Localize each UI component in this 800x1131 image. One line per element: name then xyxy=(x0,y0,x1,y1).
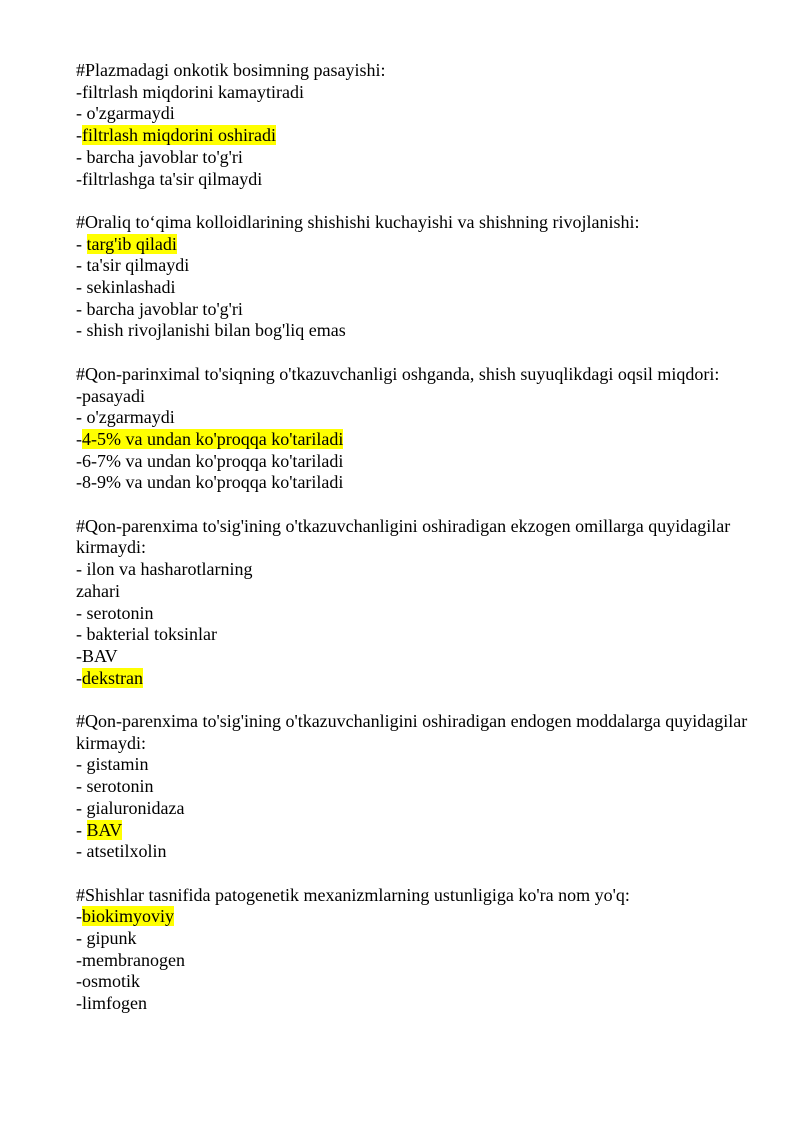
highlighted-answer: BAV xyxy=(86,819,123,840)
option-prefix: - xyxy=(76,385,82,406)
option-text: pasayadi xyxy=(82,385,145,406)
question-text: #Qon-parinximal to'siqning o'tkazuvchanligi oshganda, shish suyuqlikdagi oqsil miqdori: xyxy=(76,363,720,384)
question-text: #Oraliq to‘qima kolloidlarining shishishi kuchayishi va shishning rivojlanishi: xyxy=(76,211,640,232)
option-prefix: - xyxy=(76,233,87,254)
option-prefix: - xyxy=(76,298,87,319)
option-text: gialuronidaza xyxy=(86,797,185,818)
option-prefix: - xyxy=(76,103,87,124)
question-text: #Qon-parenxima to'sig'ining o'tkazuvchanligini oshiradigan ekzogen omillarga quyidagilar kirmaydi: xyxy=(76,515,731,558)
answer-option xyxy=(76,646,756,668)
answer-option xyxy=(76,559,756,581)
option-text: membranogen xyxy=(82,949,185,970)
option-text: barcha javoblar to'g'ri xyxy=(86,146,243,167)
answer-option xyxy=(76,841,756,863)
answer-option xyxy=(76,581,756,603)
answer-option xyxy=(76,255,756,277)
option-text: gipunk xyxy=(86,928,137,949)
option-prefix: - xyxy=(76,993,82,1014)
option-text: serotonin xyxy=(86,776,154,797)
option-prefix: - xyxy=(76,125,82,146)
option-prefix: - xyxy=(76,776,87,797)
option-text: bakterial toksinlar xyxy=(86,624,217,645)
answer-option xyxy=(76,125,756,147)
option-text: 8-9% va undan ko'proqqa ko'tariladi xyxy=(82,472,344,493)
option-prefix: - xyxy=(76,667,82,688)
option-text: barcha javoblar to'g'ri xyxy=(86,298,243,319)
answer-option xyxy=(76,603,756,625)
option-prefix: - xyxy=(76,428,82,449)
option-text: limfogen xyxy=(82,993,147,1014)
option-text: shish rivojlanishi bilan bog'liq emas xyxy=(86,320,346,341)
answer-option xyxy=(76,169,756,191)
highlighted-answer: targ'ib qiladi xyxy=(86,233,177,254)
answer-option xyxy=(76,668,756,690)
option-prefix: - xyxy=(76,624,87,645)
answer-option xyxy=(76,320,756,342)
option-text: filtrlashga ta'sir qilmaydi xyxy=(82,168,263,189)
answer-option xyxy=(76,429,756,451)
answer-option xyxy=(76,993,756,1015)
option-text: sekinlashadi xyxy=(86,277,176,298)
document-page xyxy=(76,60,756,1037)
option-text: gistamin xyxy=(86,754,149,775)
option-text: ta'sir qilmaydi xyxy=(86,255,190,276)
option-prefix: - xyxy=(76,819,87,840)
option-prefix: - xyxy=(76,320,87,341)
option-prefix: - xyxy=(76,949,82,970)
option-prefix: - xyxy=(76,81,82,102)
answer-option xyxy=(76,820,756,842)
answer-option xyxy=(76,754,756,776)
answer-option xyxy=(76,147,756,169)
answer-option xyxy=(76,407,756,429)
question-block xyxy=(76,364,756,494)
option-prefix: - xyxy=(76,407,87,428)
answer-option xyxy=(76,472,756,494)
option-text: BAV xyxy=(82,645,118,666)
option-text: zahari xyxy=(76,580,120,601)
answer-option xyxy=(76,82,756,104)
answer-option xyxy=(76,103,756,125)
option-prefix: - xyxy=(76,906,82,927)
option-prefix: - xyxy=(76,645,82,666)
option-text: o'zgarmaydi xyxy=(86,407,175,428)
question-block xyxy=(76,711,756,863)
option-prefix: - xyxy=(76,450,82,471)
option-prefix: - xyxy=(76,797,87,818)
highlighted-answer: 4-5% va undan ko'proqqa ko'tariladi xyxy=(82,428,344,449)
option-prefix: - xyxy=(76,754,87,775)
highlighted-answer: filtrlash miqdorini oshiradi xyxy=(82,125,276,146)
answer-option xyxy=(76,971,756,993)
answer-option xyxy=(76,299,756,321)
option-prefix: - xyxy=(76,559,87,580)
answer-option xyxy=(76,386,756,408)
answer-option xyxy=(76,277,756,299)
question-block xyxy=(76,212,756,342)
highlighted-answer: biokimyoviy xyxy=(82,906,175,927)
question-block xyxy=(76,60,756,190)
question-text: #Plazmadagi onkotik bosimning pasayishi: xyxy=(76,60,386,80)
answer-option xyxy=(76,451,756,473)
option-text: 6-7% va undan ko'proqqa ko'tariladi xyxy=(82,450,344,471)
answer-option xyxy=(76,950,756,972)
option-text: o'zgarmaydi xyxy=(86,103,175,124)
question-block xyxy=(76,885,756,1015)
option-prefix: - xyxy=(76,602,87,623)
question-text: #Qon-parenxima to'sig'ining o'tkazuvchanligini oshiradigan endogen moddalarga quyidagilar kirmaydi: xyxy=(76,711,748,753)
option-prefix: - xyxy=(76,255,87,276)
option-text: osmotik xyxy=(82,971,141,992)
option-prefix: - xyxy=(76,971,82,992)
option-text: filtrlash miqdorini kamaytiradi xyxy=(82,81,304,102)
answer-option xyxy=(76,906,756,928)
option-prefix: - xyxy=(76,928,87,949)
answer-option xyxy=(76,776,756,798)
answer-option xyxy=(76,798,756,820)
option-text: atsetilxolin xyxy=(86,841,167,862)
highlighted-answer: dekstran xyxy=(82,667,143,688)
option-prefix: - xyxy=(76,472,82,493)
option-prefix: - xyxy=(76,841,87,862)
question-text: #Shishlar tasnifida patogenetik mexanizmlarning ustunligiga ko'ra nom yo'q: xyxy=(76,884,630,905)
answer-option xyxy=(76,624,756,646)
option-text: serotonin xyxy=(86,602,154,623)
option-text: ilon va hasharotlarning xyxy=(86,559,253,580)
option-prefix: - xyxy=(76,168,82,189)
option-prefix: - xyxy=(76,146,87,167)
option-prefix: - xyxy=(76,277,87,298)
answer-option xyxy=(76,928,756,950)
question-block xyxy=(76,516,756,690)
answer-option xyxy=(76,234,756,256)
